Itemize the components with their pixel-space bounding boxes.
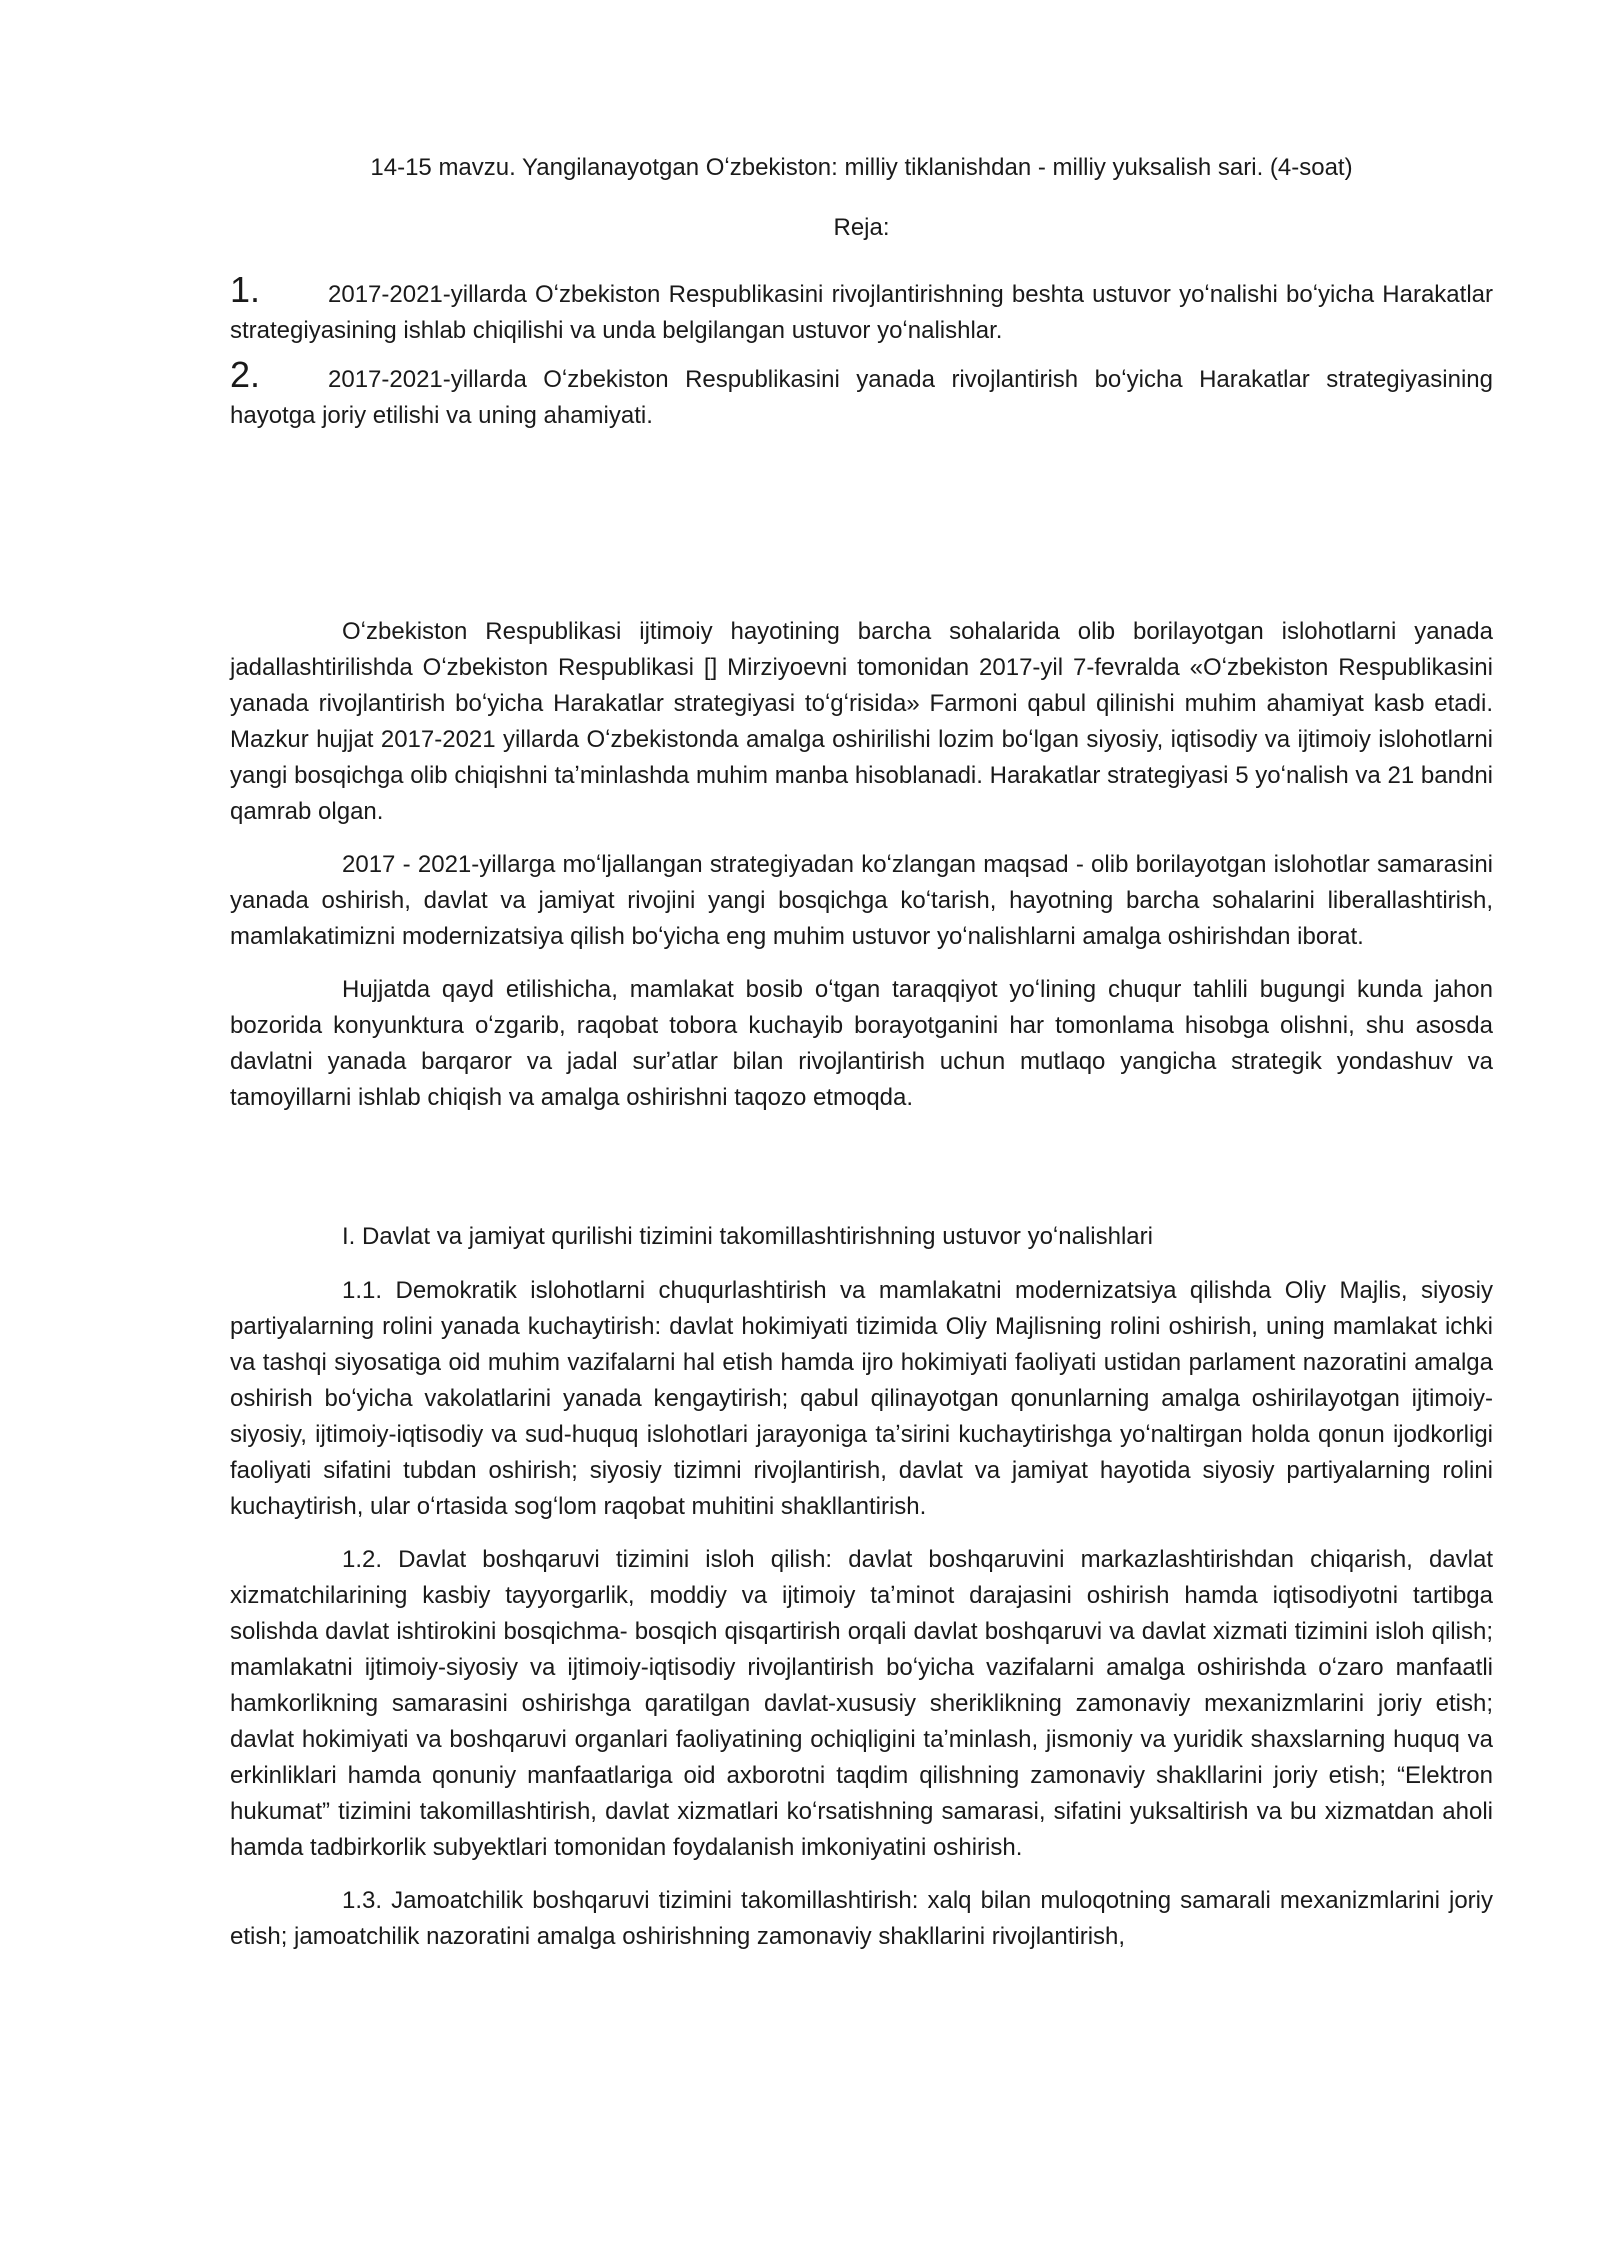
intro-paragraph: 2017 - 2021-yillarga moʻljallangan strategiyadan koʻzlangan maqsad - olib borilayotgan islohotlar samarasini yanada oshirish, davlat va jamiyat rivojini yangi bosqichga koʻtarish, hayotning barcha sohalarini liberallashtirish, mamlakatimizni modernizatsiya qilish boʻyicha eng muhim ustuvor yoʻnalishlarni amalga oshirishdan iborat. bbox=[230, 851, 1493, 950]
plan-item-text: 2017-2021-yillarda Oʻzbekiston Respublikasini yanada rivojlantirish boʻyicha Harakatlar strategiyasining hayotga joriy etilishi va uning ahamiyati. bbox=[230, 366, 1493, 429]
plan-item bbox=[230, 354, 1493, 434]
intro-paragraph: Oʻzbekiston Respublikasi ijtimoiy hayotining barcha sohalarida olib borilayotgan islohotlarni yanada jadallashtirilishda Oʻzbekiston Respublikasi [] Mirziyoevni tomonidan 2017-yil 7-fevralda «Oʻzbekiston Respublikasini yanada rivojlantirish boʻyicha Harakatlar strategiyasi toʻgʻrisida» Farmoni qabul qilinishi muhim ahamiyat kasb etadi. Mazkur hujjat 2017-2021 yillarda Oʻzbekistonda amalga oshirilishi lozim boʻlgan siyosiy, iqtisodiy va ijtimoiy islohotlarni yangi bosqichga olib chiqishni taʼminlashda muhim manba hisoblanadi. Harakatlar strategiyasi 5 yoʻnalish va 21 bandni qamrab olgan. bbox=[230, 618, 1493, 825]
plan-item bbox=[230, 269, 1493, 349]
section-paragraph: 1.3. Jamoatchilik boshqaruvi tizimini takomillashtirish: xalq bilan muloqotning samarali mexanizmlarini joriy etish; jamoatchilik nazoratini amalga oshirishning zamonaviy shakllarini rivojlantirish, bbox=[230, 1887, 1493, 1950]
section-paragraph: 1.1. Demokratik islohotlarni chuqurlashtirish va mamlakatni modernizatsiya qilishda Oliy Majlis, siyosiy partiyalarning rolini yanada kuchaytirish: davlat hokimiyati tizimida Oliy Majlisning rolini oshirish, uning mamlakat ichki va tashqi siyosatiga oid muhim vazifalarni hal etish hamda ijro hokimiyati faoliyati ustidan parlament nazoratini amalga oshirish boʻyicha vakolatlarini yanada kengaytirish; qabul qilinayotgan qonunlarning amalga oshirilayotgan ijtimoiy-siyosiy, ijtimoiy-iqtisodiy va sud-huquq islohotlari jarayoniga taʼsirini kuchaytirishga yoʻnaltirgan holda qonun ijodkorligi faoliyati sifatini tubdan oshirish; siyosiy tizimni rivojlantirish, davlat va jamiyat hayotida siyosiy partiyalarning rolini kuchaytirish, ular oʻrtasida sogʻlom raqobat muhitini shakllantirish. bbox=[230, 1277, 1493, 1520]
plan-item-number: 2. bbox=[230, 354, 261, 395]
spacer bbox=[230, 442, 1493, 614]
document-title: 14-15 mavzu. Yangilanayotgan Oʻzbekiston: milliy tiklanishdan - milliy yuksalish sari. (4-soat) bbox=[370, 154, 1353, 181]
plan-item-number: 1. bbox=[230, 269, 261, 310]
plan-heading: Reja: bbox=[833, 214, 890, 241]
section-heading: I. Davlat va jamiyat qurilishi tizimini takomillashtirishning ustuvor yoʻnalishlari bbox=[342, 1223, 1153, 1250]
plan-list bbox=[230, 269, 1493, 434]
section-paragraph: 1.2. Davlat boshqaruvi tizimini isloh qilish: davlat boshqaruvini markazlashtirishdan chiqarish, davlat xizmatchilarining kasbiy tayyorgarlik, moddiy va ijtimoiy taʼminot darajasini oshirish hamda iqtisodiyotni tartibga solishda davlat ishtirokini bosqichma- bosqich qisqartirish orqali davlat boshqaruvi va davlat xizmati tizimini isloh qilish; mamlakatni ijtimoiy-siyosiy va ijtimoiy-iqtisodiy rivojlantirish boʻyicha vazifalarni amalga oshirishda oʻzaro manfaatli hamkorlikning samarasini oshirishga qaratilgan davlat-xususiy sheriklikning zamonaviy mexanizmlarini joriy etish; davlat hokimiyati va boshqaruvi organlari faoliyatining ochiqligini taʼminlash, jismoniy va yuridik shaxslarning huquq va erkinliklari hamda qonuniy manfaatlariga oid axborotni taqdim qilishning zamonaviy shakllarini joriy etish; “Elektron hukumat” tizimini takomillashtirish, davlat xizmatlari koʻrsatishning samarasi, sifatini yuksaltirish va bu xizmatdan aholi hamda tadbirkorlik subyektlari tomonidan foydalanish imkoniyatini oshirish. bbox=[230, 1546, 1493, 1861]
document-page bbox=[230, 150, 1493, 1972]
intro-paragraph: Hujjatda qayd etilishicha, mamlakat bosib oʻtgan taraqqiyot yoʻlining chuqur tahlili bugungi kunda jahon bozorida konyunktura oʻzgarib, raqobat tobora kuchayib borayotganini har tomonlama hisobga olishni, shu asosda davlatni yanada barqaror va jadal surʼatlar bilan rivojlantirish uchun mutlaqo yangicha strategik yondashuv va tamoyillarni ishlab chiqish va amalga oshirishni taqozo etmoqda. bbox=[230, 976, 1493, 1111]
spacer bbox=[230, 1133, 1493, 1219]
plan-item-text: 2017-2021-yillarda Oʻzbekiston Respublikasini rivojlantirishning beshta ustuvor yoʻnalishi boʻyicha Harakatlar strategiyasining ishlab chiqilishi va unda belgilangan ustuvor yoʻnalishlar. bbox=[230, 281, 1493, 344]
